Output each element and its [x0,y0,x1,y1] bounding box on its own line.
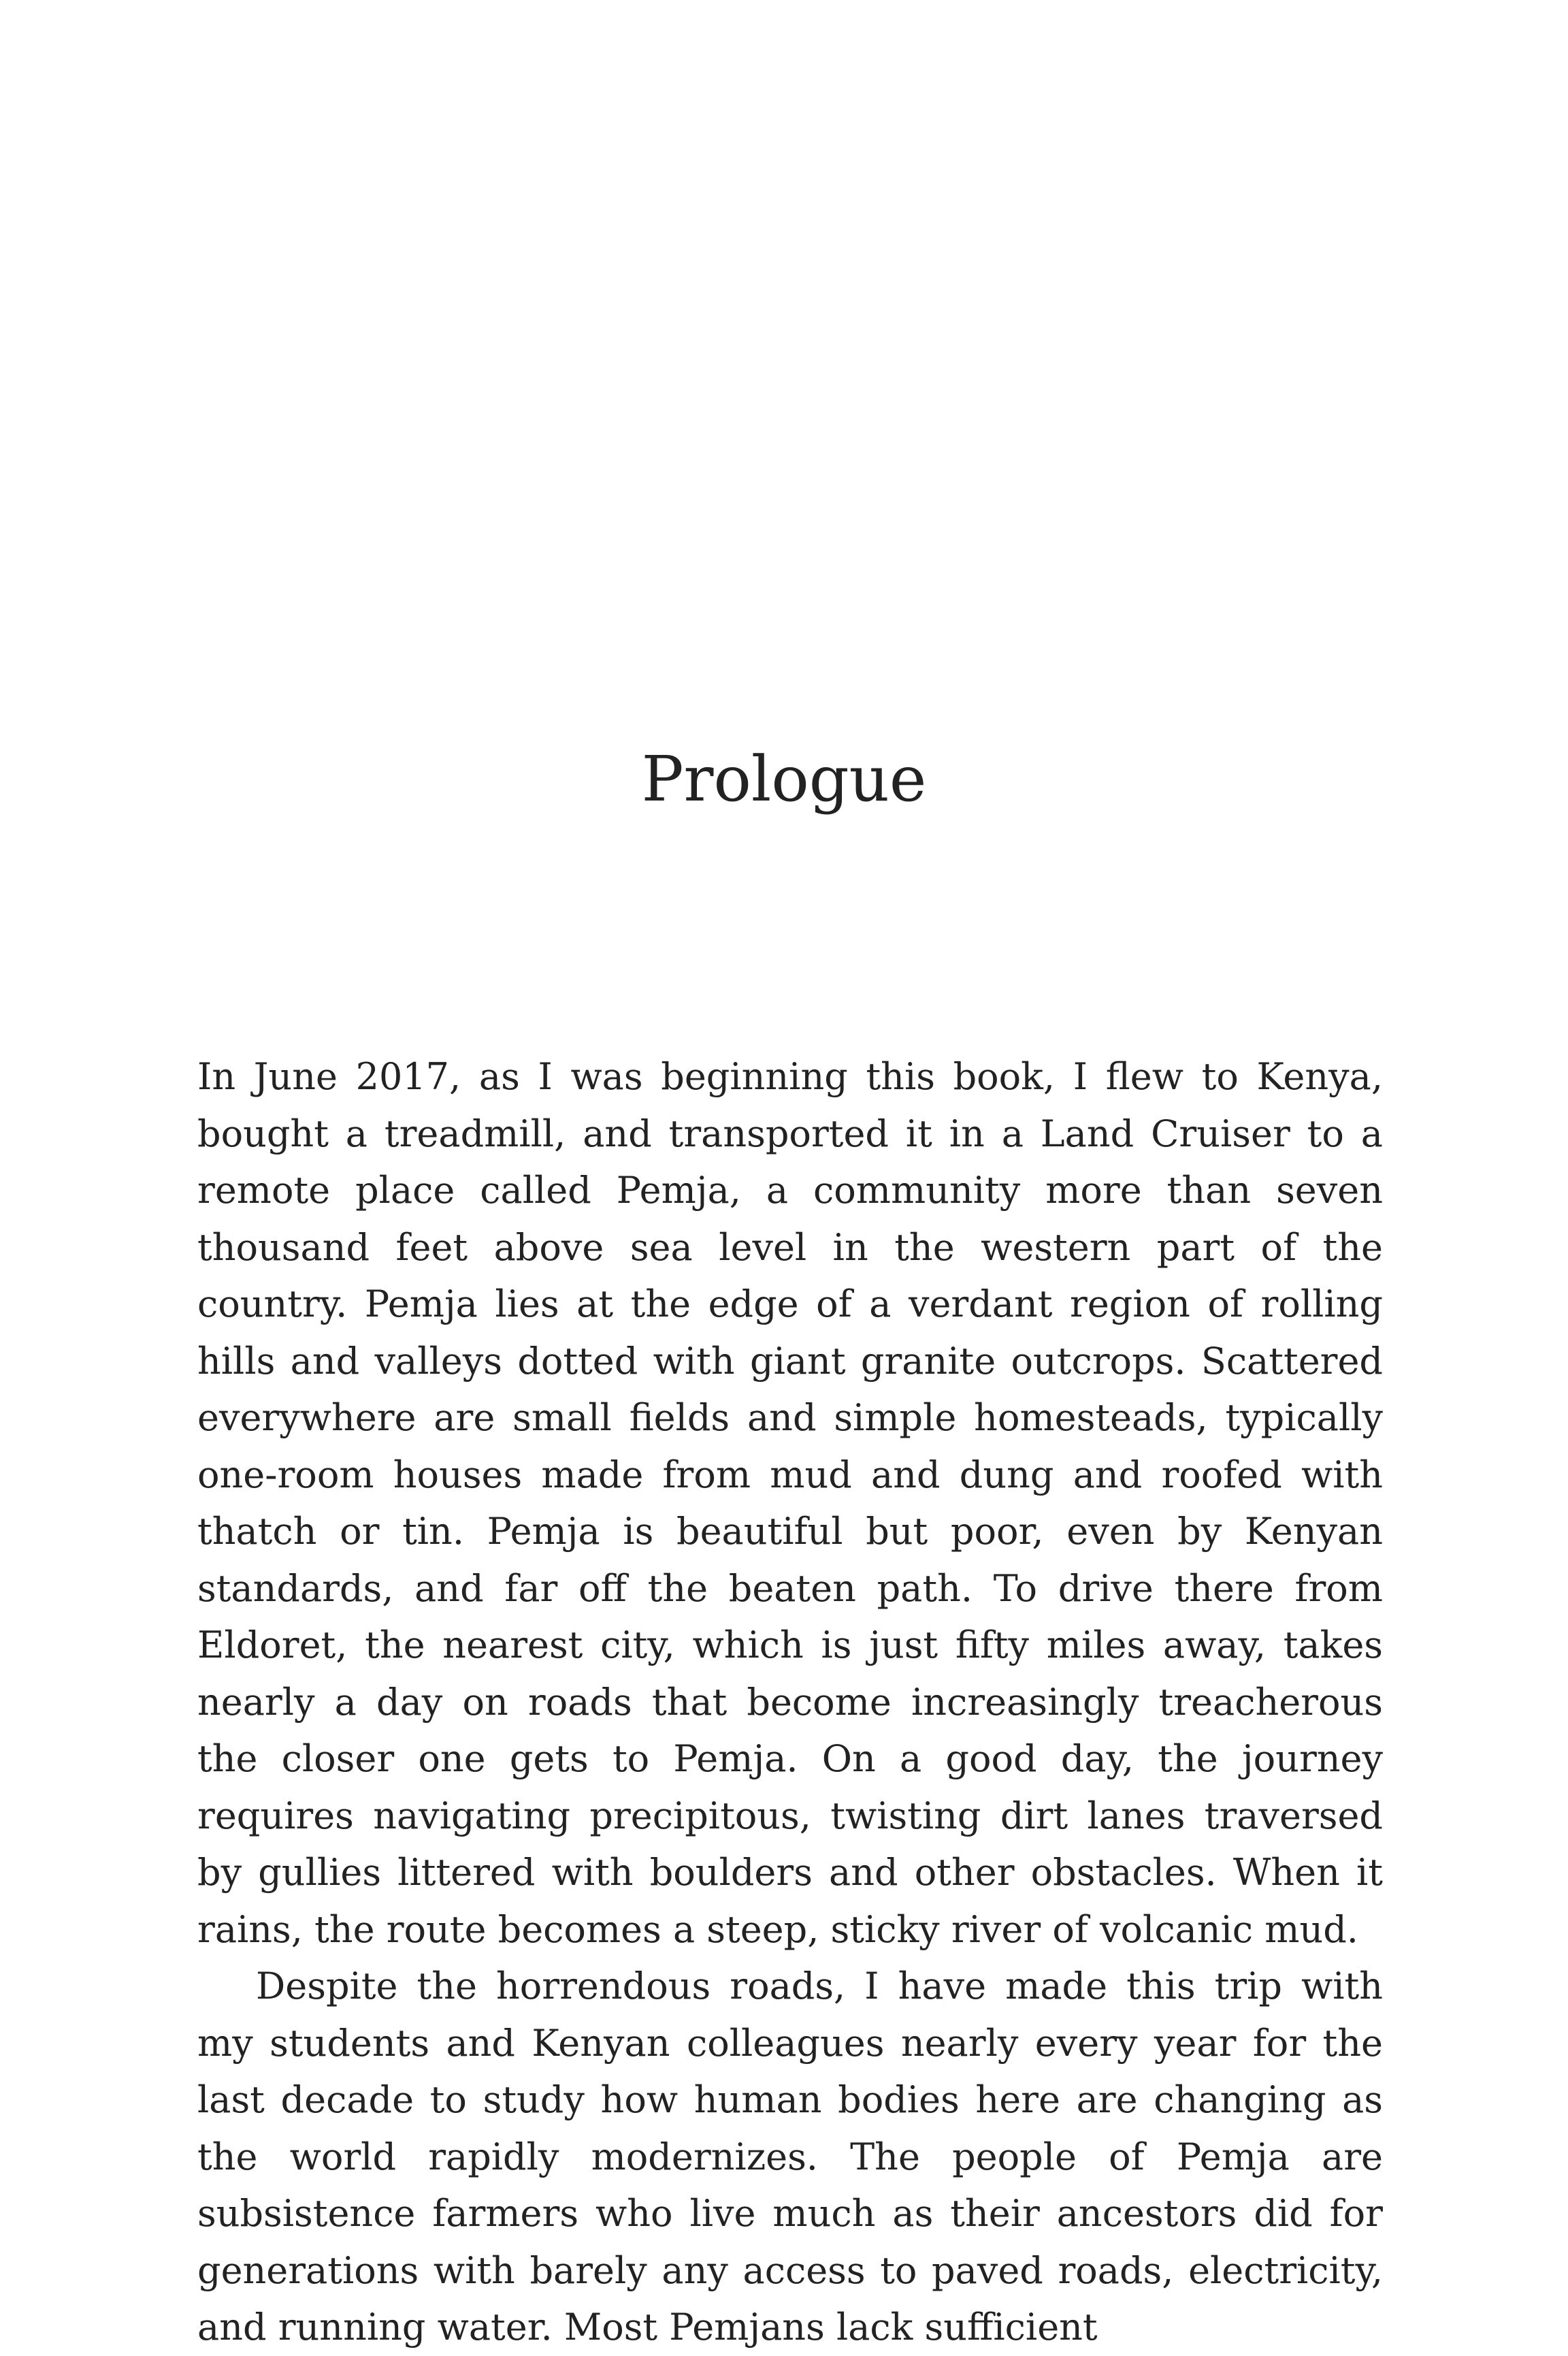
chapter-title: Prologue [641,743,927,816]
body-text [197,1048,1383,2356]
paragraph-2: Despite the horrendous roads, I have made this trip with my students and Kenyan colleagues nearly every year for the last decade to study how human bodies here are changing as the world rapidly modernizes. The people of Pemja are subsistence farmers who live much as their ancestors did for generations with barely any access to paved roads, electricity, and running water. Most Pemjans lack sufficient [197,1965,1383,2349]
paragraph-1: In June 2017, as I was beginning this book, I flew to Kenya, bought a treadmill, and transported it in a Land Cruiser to a remote place called Pemja, a community more than seven thousand feet above sea level in the western part of the country. Pemja lies at the edge of a verdant region of rolling hills and valleys dotted with giant granite outcrops. Scattered everywhere are small fields and simple homesteads, typically one-room houses made from mud and dung and roofed with thatch or tin. Pemja is beautiful but poor, even by Kenyan standards, and far off the beaten path. To drive there from Eldoret, the nearest city, which is just fifty miles away, takes nearly a day on roads that become increasingly treacherous the closer one gets to Pemja. On a good day, the journey requires navigating precipitous, twisting dirt lanes traversed by gullies littered with boulders and other obstacles. When it rains, the route becomes a steep, sticky river of volcanic mud. [197,1055,1383,1951]
